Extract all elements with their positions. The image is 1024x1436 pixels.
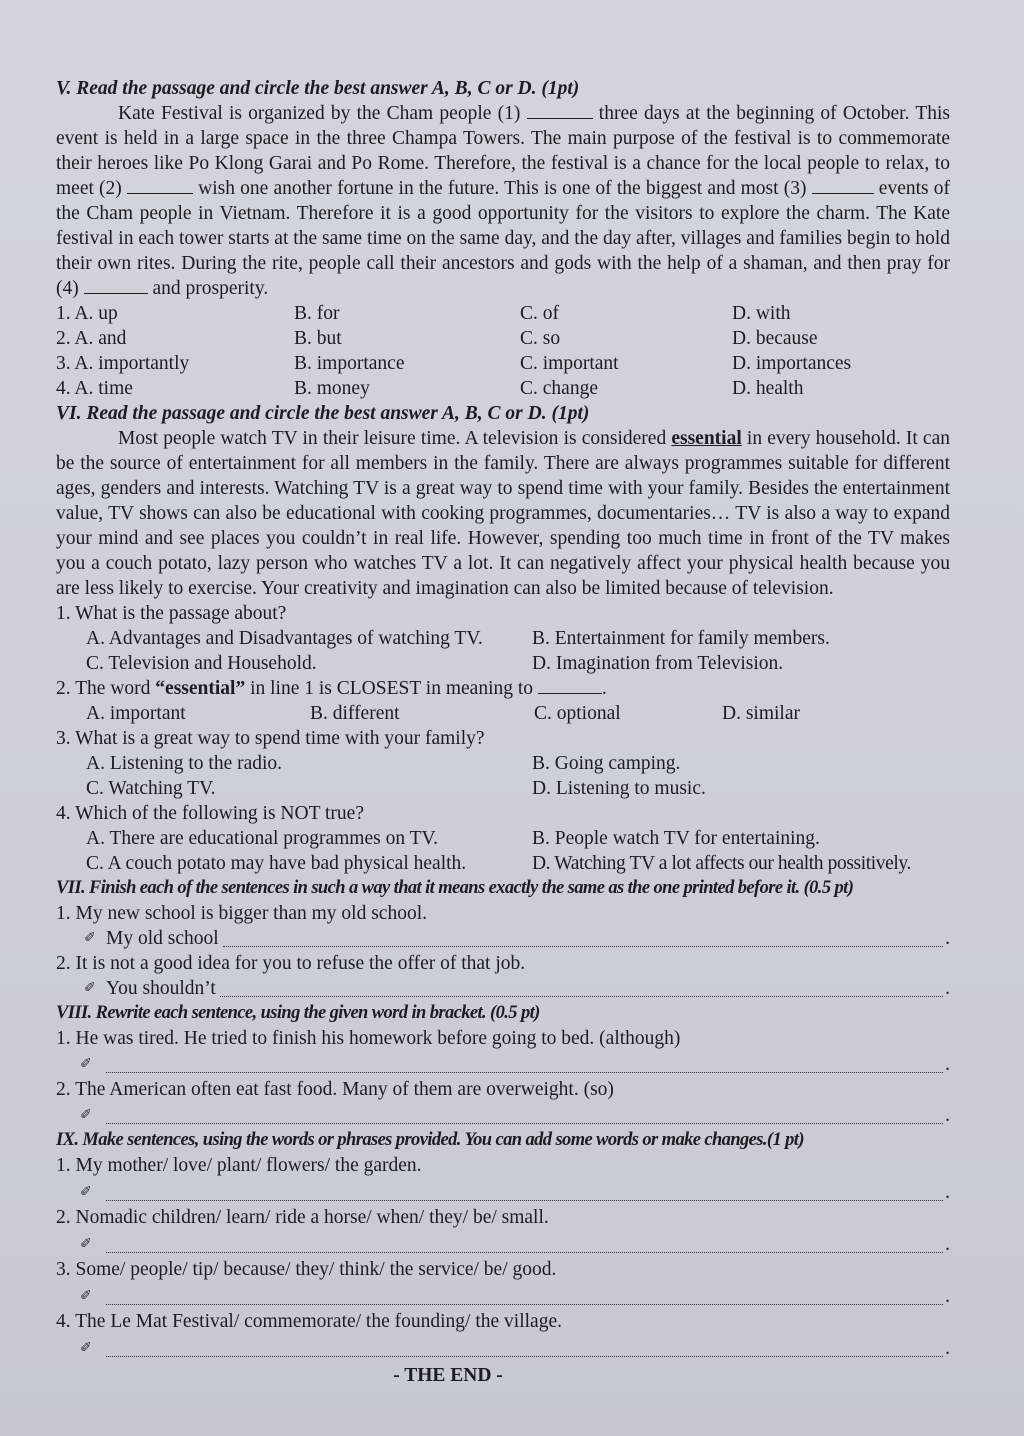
option[interactable]: C. A couch potato may have bad physical health. — [86, 853, 467, 874]
keyword-essential: “essential” — [155, 678, 246, 699]
question-text: 2. The word — [56, 678, 156, 699]
blank-1[interactable] — [527, 101, 593, 119]
period: . — [945, 978, 950, 999]
blank[interactable] — [538, 676, 602, 694]
answer-line[interactable] — [56, 1282, 950, 1309]
question-1-options — [56, 626, 950, 676]
answer-line[interactable] — [56, 1230, 950, 1257]
option[interactable]: C. Television and Household. — [86, 653, 317, 674]
period: . — [945, 1286, 950, 1307]
section-5-options — [56, 301, 950, 401]
option[interactable]: D. Imagination from Television. — [532, 653, 784, 674]
option[interactable]: D. health — [732, 378, 804, 399]
answer-blank[interactable] — [106, 1054, 943, 1073]
option[interactable]: B. importance — [294, 353, 405, 374]
option[interactable]: A. There are educational programmes on TV. — [86, 828, 438, 849]
option[interactable]: C. Watching TV. — [86, 778, 216, 799]
answer-blank[interactable] — [223, 928, 943, 947]
option[interactable]: D. Listening to music. — [532, 778, 706, 799]
answer-prompt: My old school — [106, 928, 219, 949]
question-3-options — [56, 751, 950, 801]
sentence-question-1: 1. My mother/ love/ plant/ flowers/ the garden. — [56, 1155, 422, 1176]
option[interactable]: B. money — [294, 378, 370, 399]
blank-3[interactable] — [812, 176, 874, 194]
period: . — [945, 1234, 950, 1255]
period: . — [945, 1182, 950, 1203]
answer-line[interactable] — [56, 926, 950, 951]
answer-line[interactable] — [56, 1178, 950, 1205]
section-9-heading: IX. Make sentences, using the words or phrases provided. You can add some words or make changes.(1 pt) — [56, 1130, 804, 1150]
period: . — [601, 678, 607, 699]
rewrite-question-2: 2. The American often eat fast food. Many of them are overweight. (so) — [56, 1079, 614, 1100]
option[interactable]: B. Entertainment for family members. — [532, 628, 830, 649]
passage-part: Most people watch TV in their leisure time. A television is considered — [118, 428, 672, 449]
option[interactable]: C. of — [520, 303, 559, 324]
answer-blank[interactable] — [106, 1182, 943, 1201]
answer-blank[interactable] — [106, 1338, 943, 1357]
pencil-icon: ✐ — [80, 1341, 92, 1356]
answer-blank[interactable] — [106, 1234, 943, 1253]
option[interactable]: C. important — [520, 353, 619, 374]
exam-content — [56, 76, 950, 1388]
option[interactable]: B. People watch TV for entertaining. — [532, 828, 820, 849]
option[interactable]: C. change — [520, 378, 598, 399]
option[interactable]: C. so — [520, 328, 561, 349]
pencil-icon: ✐ — [80, 1237, 92, 1252]
question-2-options — [56, 701, 950, 726]
keyword-essential: essential — [671, 428, 742, 449]
option[interactable]: 2. A. and — [56, 328, 127, 349]
section-8-heading: VIII. Rewrite each sentence, using the given word in bracket. (0.5 pt) — [56, 1003, 540, 1023]
answer-blank[interactable] — [220, 978, 943, 997]
option[interactable]: D. because — [732, 328, 818, 349]
sentence-question-2: 2. Nomadic children/ learn/ ride a horse/ when/ they/ be/ small. — [56, 1207, 549, 1228]
pencil-icon: ✐ — [84, 981, 96, 996]
rewrite-question-1: 1. My new school is bigger than my old school. — [56, 903, 428, 924]
option[interactable]: 1. A. up — [56, 303, 118, 324]
option[interactable]: A. Listening to the radio. — [86, 753, 283, 774]
passage-part: in every household. It can be the source of entertainment for all members in the family. There are always programmes suitable for different ages, genders and interests. Watching TV is a great way to spend time with your family. Besides the entertainment value, TV shows can also be educational with cooking programmes, documentaries… TV is also a way to expand your mind and see places you couldn’t in real life. However, spending too much time in front of the TV makes you a couch potato, lazy person who watches TV a lot. It can negatively affect your physical health because you are less likely to exercise. Your creativity and imagination can also be limited because of television. — [56, 428, 950, 599]
answer-prompt: You shouldn’t — [106, 978, 216, 999]
option[interactable]: A. important — [86, 703, 186, 724]
rewrite-question-1: 1. He was tired. He tried to finish his homework before going to bed. (although) — [56, 1028, 681, 1049]
option[interactable]: B. but — [294, 328, 342, 349]
the-end-label: - THE END - — [393, 1365, 503, 1386]
rewrite-question-2: 2. It is not a good idea for you to refuse the offer of that job. — [56, 953, 526, 974]
blank-4[interactable] — [84, 276, 148, 294]
pencil-icon: ✐ — [84, 931, 96, 946]
section-6-passage — [56, 426, 950, 601]
option[interactable]: 4. A. time — [56, 378, 133, 399]
passage-part: and prosperity. — [147, 278, 269, 299]
answer-line[interactable] — [56, 976, 950, 1001]
option[interactable]: B. for — [294, 303, 340, 324]
section-6-heading: VI. Read the passage and circle the best answer A, B, C or D. (1pt) — [56, 403, 590, 424]
period: . — [945, 1054, 950, 1075]
option[interactable]: D. with — [732, 303, 791, 324]
option[interactable]: C. optional — [534, 703, 621, 724]
question-text: in line 1 is CLOSEST in meaning to — [245, 678, 538, 699]
answer-line[interactable] — [56, 1051, 950, 1077]
answer-line[interactable] — [56, 1102, 950, 1128]
option[interactable]: D. Watching TV a lot affects our health possitively. — [532, 853, 911, 874]
section-5-heading: V. Read the passage and circle the best answer A, B, C or D. (1pt) — [56, 78, 580, 99]
question-2 — [56, 676, 950, 701]
blank-2[interactable] — [127, 176, 193, 194]
pencil-icon: ✐ — [80, 1185, 92, 1200]
sentence-question-4: 4. The Le Mat Festival/ commemorate/ the founding/ the village. — [56, 1311, 562, 1332]
answer-blank[interactable] — [106, 1286, 943, 1305]
period: . — [945, 1105, 950, 1126]
passage-part: wish one another fortune in the future. This is one of the biggest and most (3) — [192, 178, 812, 199]
passage-part: three days at the beginning of October. This event is held in a large space in the three Champa Towers. The main purpose of the festival is to commemorate their heroes like Po Klong Garai and Po Rome. Therefore, the festival is a chance for the local people to relax, to meet (2) — [56, 103, 950, 199]
pencil-icon: ✐ — [80, 1108, 92, 1123]
option[interactable]: 3. A. importantly — [56, 353, 190, 374]
option[interactable]: D. similar — [722, 703, 800, 724]
question-4-options — [56, 826, 950, 876]
period: . — [945, 928, 950, 949]
section-7-heading: VII. Finish each of the sentences in such a way that it means exactly the same as the one printed before it. (0.5 pt) — [56, 878, 854, 898]
option[interactable]: B. different — [310, 703, 400, 724]
section-5-passage — [56, 101, 950, 301]
period: . — [945, 1338, 950, 1359]
answer-blank[interactable] — [106, 1105, 943, 1124]
pencil-icon: ✐ — [80, 1057, 92, 1072]
sentence-question-3: 3. Some/ people/ tip/ because/ they/ think/ the service/ be/ good. — [56, 1259, 557, 1280]
passage-part: events of the Cham people in Vietnam. Therefore it is a good opportunity for the visitors to explore the charm. The Kate festival in each tower starts at the same time on the same day, and the day after, villages and families begin to hold their own rites. During the rite, people call their ancestors and gods with the help of a shaman, and then pray for (4) — [56, 178, 951, 299]
question-3: 3. What is a great way to spend time with your family? — [56, 728, 485, 749]
answer-line[interactable] — [56, 1334, 950, 1361]
pencil-icon: ✐ — [80, 1289, 92, 1304]
question-4: 4. Which of the following is NOT true? — [56, 803, 364, 824]
option[interactable]: A. Advantages and Disadvantages of watching TV. — [86, 628, 483, 649]
option[interactable]: D. importances — [732, 353, 852, 374]
question-1: 1. What is the passage about? — [56, 603, 287, 624]
passage-part: Kate Festival is organized by the Cham people (1) — [118, 103, 527, 124]
option[interactable]: B. Going camping. — [532, 753, 681, 774]
